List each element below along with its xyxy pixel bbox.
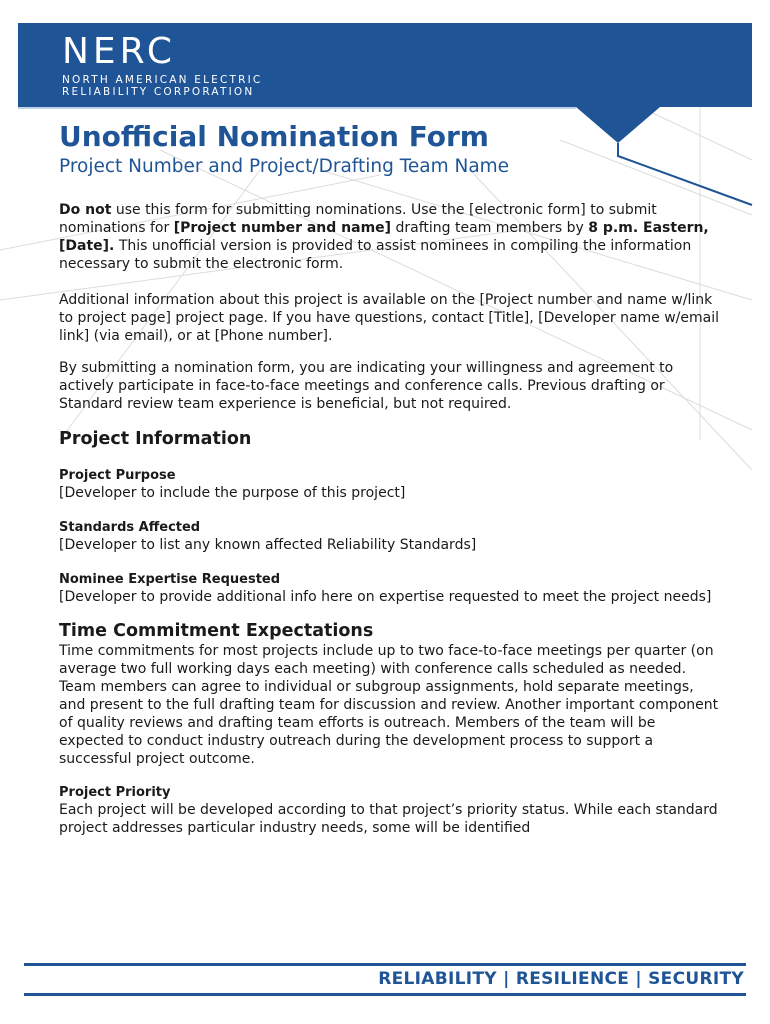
- logo-wordmark: NERC: [62, 31, 177, 72]
- time-commitment-heading: Time Commitment Expectations: [59, 621, 374, 641]
- logo-line-2: RELIABILITY CORPORATION: [62, 86, 255, 98]
- footer-rule-top: [24, 963, 746, 966]
- page-subtitle: Project Number and Project/Drafting Team Name: [59, 156, 510, 177]
- standards-affected-heading: Standards Affected: [59, 520, 201, 535]
- project-priority-text: Each project will be developed according to that project’s priority status. While each standard project addresses particular industry needs, some will be identified: [59, 802, 718, 836]
- nominee-expertise-text: [Developer to provide additional info here on expertise requested to meet the project needs]: [59, 589, 712, 605]
- intro-paragraph: [59, 201, 719, 273]
- intro-text-2: drafting team members by: [391, 220, 589, 236]
- nominee-expertise-heading: Nominee Expertise Requested: [59, 572, 281, 587]
- standards-affected-text: [Developer to list any known affected Reliability Standards]: [59, 537, 477, 553]
- intro-bold-2: [Project number and name]: [173, 220, 392, 236]
- project-information-heading: Project Information: [59, 429, 252, 449]
- project-purpose-heading: Project Purpose: [59, 468, 176, 483]
- logo-line-1: NORTH AMERICAN ELECTRIC: [62, 74, 263, 86]
- document-body: [59, 119, 719, 837]
- intro-bold-3: 8 p.m. Eastern, [Date].: [59, 220, 709, 254]
- nerc-logo: [62, 31, 263, 98]
- footer-rule-bottom: [24, 993, 746, 996]
- additional-info-paragraph: Additional information about this project is available on the [Project number and name w/link to project page] project page. If you have questions, contact [Title], [Developer name w/email link] (via email), or at [Phone number].: [59, 292, 720, 344]
- page-title: Unofficial Nomination Form: [59, 120, 489, 153]
- footer-tagline: RELIABILITY | RESILIENCE | SECURITY: [378, 969, 744, 989]
- intro-text-1: use this form for submitting nominations. Use the [electronic form] to submit nominations for: [59, 202, 657, 236]
- project-purpose-text: [Developer to include the purpose of this project]: [59, 485, 406, 501]
- submitting-paragraph: By submitting a nomination form, you are indicating your willingness and agreement to actively participate in face-to-face meetings and conference calls. Previous drafting or Standard review team experience is beneficial, but not required.: [59, 360, 674, 412]
- project-priority-heading: Project Priority: [59, 785, 171, 800]
- intro-bold-1: Do not: [59, 202, 112, 218]
- time-commitment-text: Time commitments for most projects include up to two face-to-face meetings per quarter (on average two full working days each meeting) with conference calls scheduled as needed. Team members can agree to individual or subgroup assignments, hold separate meetings, and present to the full drafting team for discussion and review. Another important component of quality reviews and drafting team efforts is outreach. Members of the team will be expected to conduct industry outreach during the development process to support a successful project outcome.: [59, 643, 719, 767]
- intro-text-3: This unofficial version is provided to assist nominees in compiling the information necessary to submit the electronic form.: [59, 238, 692, 272]
